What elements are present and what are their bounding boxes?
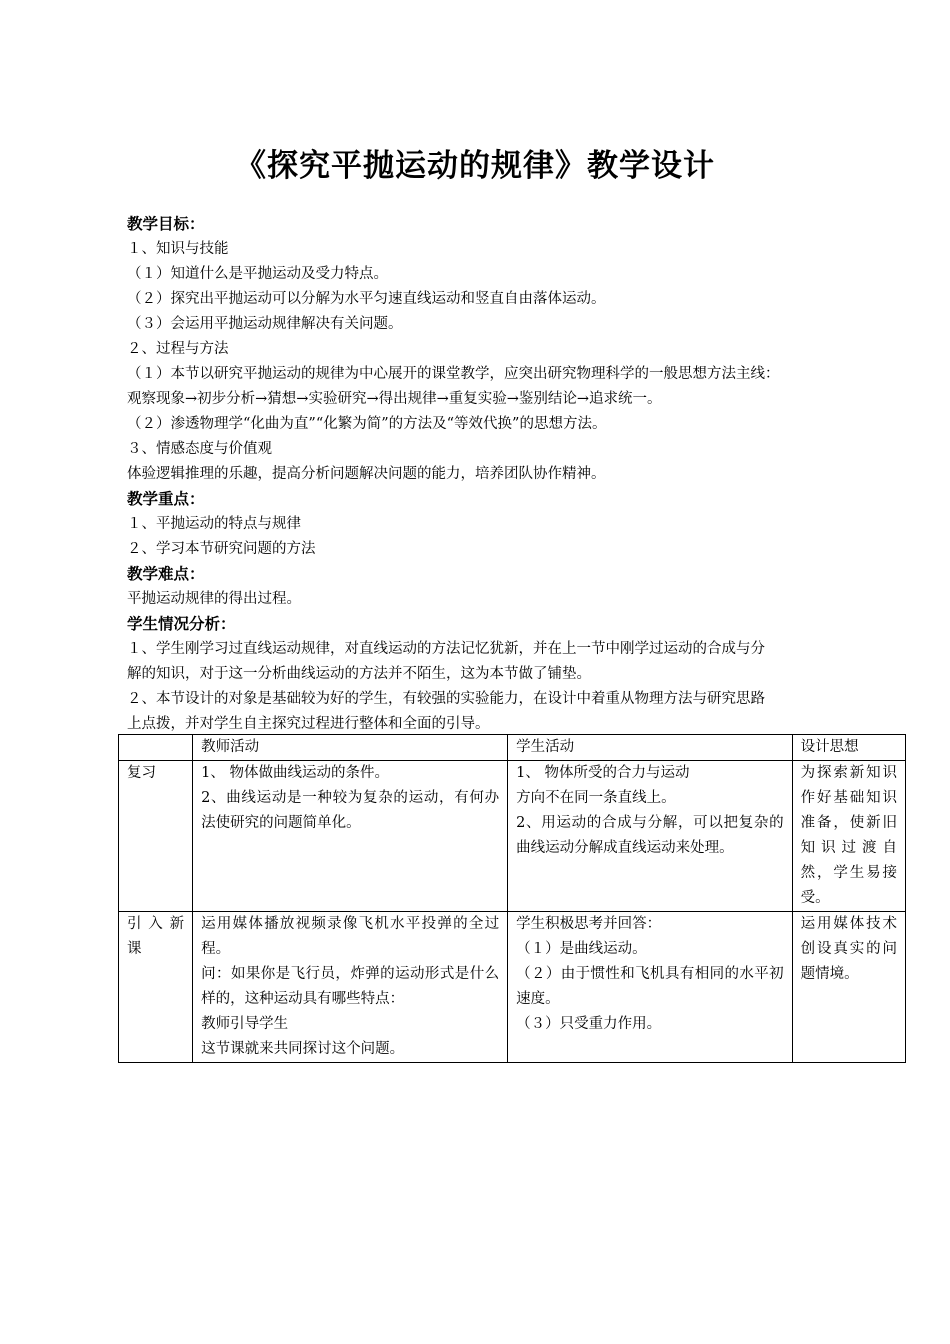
table-header-cell	[119, 735, 193, 761]
student-activity-line: 方向不在同一条直线上。	[516, 790, 676, 806]
objectives-line: ３、情感态度与价值观	[127, 441, 272, 457]
key-points-heading: 教学重点：	[127, 490, 205, 508]
design-idea-cell: 运用媒体技术创设真实的问题情境。	[792, 912, 905, 1063]
objectives-heading: 教学目标：	[127, 215, 205, 233]
student-analysis-line: 解的知识，对于这一分析曲线运动的方法并不陌生，这为本节做了铺垫。	[127, 666, 591, 682]
student-activity-line: （３）只受重力作用。	[516, 1016, 662, 1032]
objectives-line: （１）知道什么是平抛运动及受力特点。	[127, 266, 388, 282]
table-row	[119, 761, 906, 912]
table-header-cell: 设计思想	[792, 735, 905, 761]
student-analysis-line: 上点拨，并对学生自主探究过程进行整体和全面的引导。	[127, 716, 490, 732]
objectives-line: （２）探究出平抛运动可以分解为水平匀速直线运动和竖直自由落体运动。	[127, 291, 606, 307]
lesson-plan-table	[118, 734, 906, 1063]
design-idea-cell: 为探索新知识作好基础知识准备，使新旧知识过渡自然，学生易接受。	[792, 761, 905, 912]
student-activity-line: （２）由于惯性和飞机具有相同的水平初速度。	[516, 966, 784, 1007]
objectives-line: 体验逻辑推理的乐趣，提高分析问题解决问题的能力，培养团队协作精神。	[127, 466, 606, 482]
table-header-cell: 教师活动	[193, 735, 508, 761]
key-points-line: １、平抛运动的特点与规律	[127, 516, 301, 532]
document-body	[127, 212, 872, 737]
teacher-activity-cell	[193, 912, 508, 1063]
teacher-activity-line: 问：如果你是飞行员，炸弹的运动形式是什么样的，这种运动具有哪些特点：	[201, 966, 500, 1007]
objectives-line: （３）会运用平抛运动规律解决有关问题。	[127, 316, 403, 332]
student-activity-cell	[508, 912, 792, 1063]
student-activity-line: 学生积极思考并回答：	[516, 916, 662, 932]
teacher-activity-line: 2、曲线运动是一种较为复杂的运动，有何办法使研究的问题简单化。	[201, 790, 500, 831]
student-activity-line: 1、 物体所受的合力与运动	[516, 765, 690, 781]
stage-cell: 复习	[119, 761, 193, 912]
student-activity-cell	[508, 761, 792, 912]
student-activity-line: （１）是曲线运动。	[516, 941, 647, 957]
table-header-row	[119, 735, 906, 761]
teacher-activity-line: 这节课就来共同探讨这个问题。	[201, 1041, 405, 1057]
stage-cell: 引入新课	[119, 912, 193, 1063]
student-activity-line: 2、用运动的合成与分解，可以把复杂的曲线运动分解成直线运动来处理。	[516, 815, 784, 856]
table-header-cell: 学生活动	[508, 735, 792, 761]
teacher-activity-cell	[193, 761, 508, 912]
objectives-line: （１）本节以研究平抛运动的规律为中心展开的课堂教学，应突出研究物理科学的一般思想方法主线：	[127, 366, 780, 382]
teacher-activity-line: 1、 物体做曲线运动的条件。	[201, 765, 389, 781]
page-title: 《探究平抛运动的规律》教学设计	[235, 148, 715, 184]
objectives-line: １、知识与技能	[127, 241, 229, 257]
key-points-line: ２、学习本节研究问题的方法	[127, 541, 316, 557]
table-row	[119, 912, 906, 1063]
objectives-line: 观察现象→初步分析→猜想→实验研究→得出规律→重复实验→鉴别结论→追求统一。	[127, 391, 662, 407]
difficulties-heading: 教学难点：	[127, 565, 205, 583]
student-analysis-line: １、学生刚学习过直线运动规律，对直线运动的方法记忆犹新，并在上一节中刚学过运动的合成与分	[127, 641, 765, 657]
teacher-activity-line: 教师引导学生	[201, 1016, 289, 1032]
student-analysis-line: ２、本节设计的对象是基础较为好的学生，有较强的实验能力，在设计中着重从物理方法与研究思路	[127, 691, 765, 707]
objectives-line: （２）渗透物理学“化曲为直”“化繁为简”的方法及“等效代换”的思想方法。	[127, 416, 607, 432]
student-analysis-heading: 学生情况分析：	[127, 615, 236, 633]
teacher-activity-line: 运用媒体播放视频录像飞机水平投弹的全过程。	[201, 916, 500, 957]
difficulties-line: 平抛运动规律的得出过程。	[127, 591, 301, 607]
objectives-line: ２、过程与方法	[127, 341, 229, 357]
